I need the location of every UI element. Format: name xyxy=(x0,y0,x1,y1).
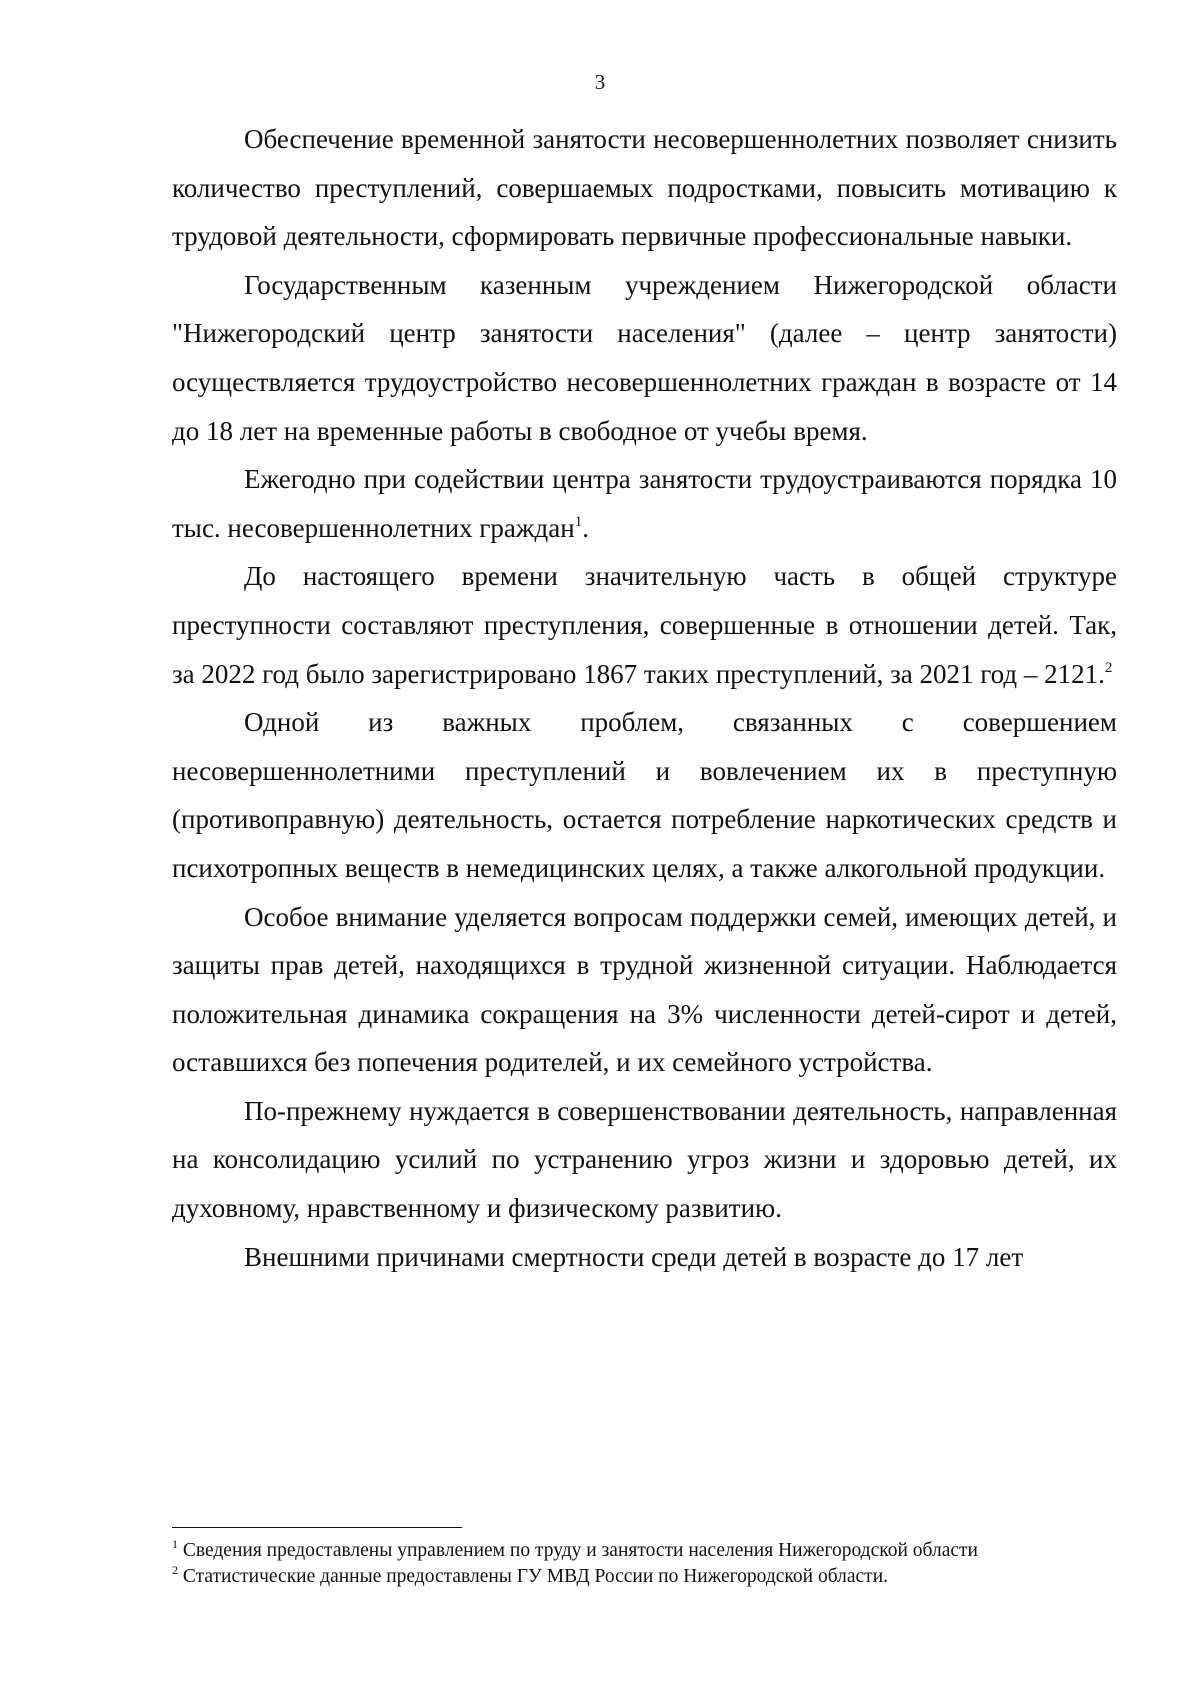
paragraph-text: Обеспечение временной занятости несовершеннолетних позволяет снизить количество преступлений, совершаемых подростками, повысить мотивацию к трудовой деятельности, сформировать первичные профессиональные навыки. xyxy=(172,124,1117,252)
paragraph-mortality-causes xyxy=(172,1233,1117,1282)
paragraph-text: Государственным казенным учреждением Нижегородской области "Нижегородский центр занятости населения" (далее – центр занятости) осуществляется трудоустройство несовершеннолетних граждан в возрасте от 14 до 18 лет на временные работы в свободное от учебы время. xyxy=(172,269,1117,446)
paragraph-family-support xyxy=(172,893,1117,1087)
paragraph-text: Внешними причинами смертности среди детей в возрасте до 17 лет xyxy=(244,1241,1024,1272)
footnote-reference: 2 xyxy=(1104,659,1113,676)
paragraph-annual-employment xyxy=(172,455,1117,552)
footnote-2 xyxy=(172,1564,1132,1590)
footnote-1 xyxy=(172,1538,1132,1564)
footnote-reference: 1 xyxy=(574,513,583,530)
paragraph-text: Особое внимание уделяется вопросам поддержки семей, имеющих детей, и защиты прав детей, находящихся в трудной жизненной ситуации. Наблюдается положительная динамика сокращения на 3% численности детей-сирот и детей, оставшихся без попечения родителей, и их семейного устройства. xyxy=(172,901,1117,1078)
paragraph-substance-use xyxy=(172,698,1117,892)
document-body xyxy=(172,115,1117,1281)
paragraph-temporary-employment xyxy=(172,115,1117,261)
footnote-mark: 1 xyxy=(172,1537,178,1551)
paragraph-text: По-прежнему нуждается в совершенствовании деятельность, направленная на консолидацию усилий по устранению угроз жизни и здоровью детей, их духовному, нравственному и физическому развитию. xyxy=(172,1095,1117,1224)
paragraph-text: Ежегодно при содействии центра занятости трудоустраиваются порядка 10 тыс. несовершеннолетних граждан xyxy=(172,464,1117,543)
footnotes xyxy=(172,1538,1132,1590)
page-number: 3 xyxy=(594,70,606,94)
paragraph-crimes-against-children xyxy=(172,552,1117,698)
paragraph-text: До настоящего времени значительную часть в общей структуре преступности составляют преступления, совершенные в отношении детей. Так, за 2022 год было зарегистрировано 1867 таких преступлений, за 2021 год – 2121. xyxy=(172,561,1117,689)
footnote-text: Сведения предоставлены управлением по труду и занятости населения Нижегородской области xyxy=(178,1540,978,1561)
paragraph-text: Одной из важных проблем, связанных с совершением несовершеннолетними преступлений и вовлечением их в преступную (противоправную) деятельность, остается потребление наркотических средств и психотропных веществ в немедицинских целях, а также алкогольной продукции. xyxy=(172,707,1117,883)
footnote-text: Статистические данные предоставлены ГУ МВД России по Нижегородской области. xyxy=(178,1566,888,1587)
footnote-mark: 2 xyxy=(172,1563,178,1577)
paragraph-child-safety xyxy=(172,1087,1117,1233)
footnote-separator xyxy=(172,1527,462,1528)
paragraph-tail: . xyxy=(582,512,589,543)
paragraph-employment-center xyxy=(172,261,1117,455)
